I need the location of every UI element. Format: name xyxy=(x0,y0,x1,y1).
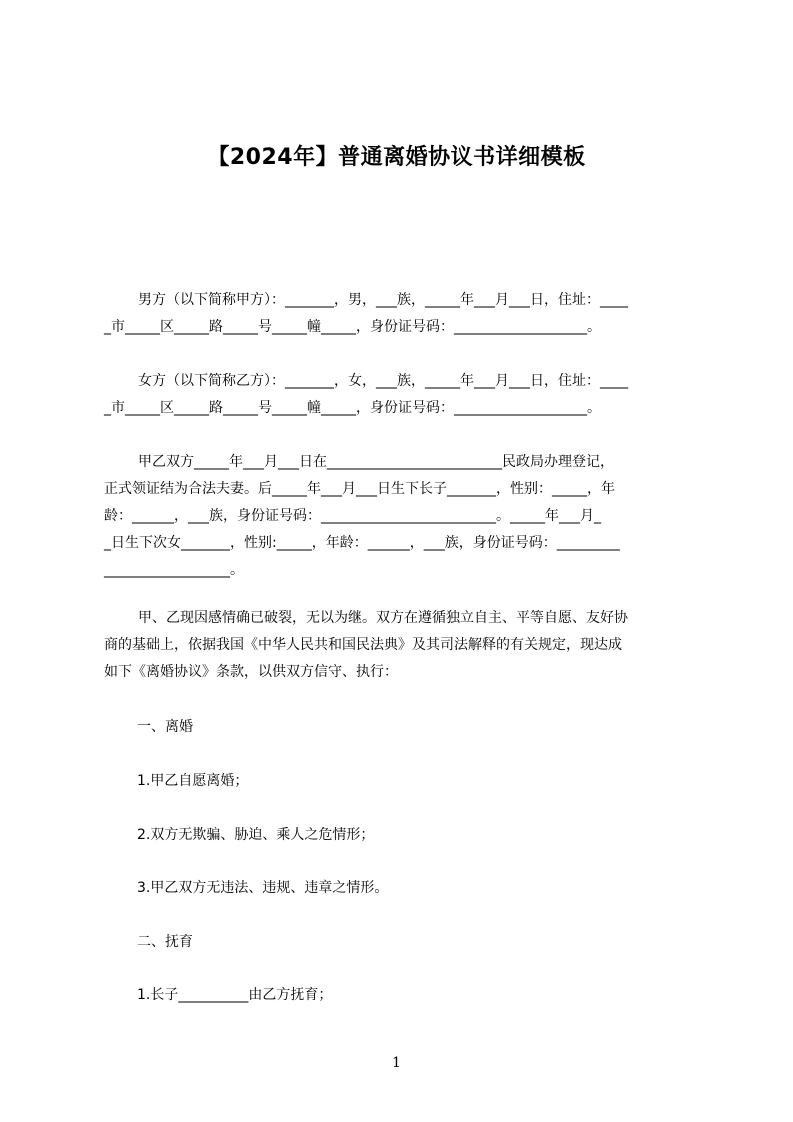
marriage-line-5: __________________。 xyxy=(104,562,244,578)
party-a-line-1: 男方（以下简称甲方）：_______，男，___族，_____年___月___日，住址：____ xyxy=(138,292,628,308)
marriage-line-1: 甲乙双方_____年___月___日在_________________________民政局办理登记， xyxy=(138,454,614,470)
party-b-line-1: 女方（以下简称乙方）：_______，女，___族，_____年___月___日，住址：____ xyxy=(138,373,628,389)
party-a-line-2: _市_____区_____路_____号_____幢_____，身份证号码：___________________。 xyxy=(104,319,601,335)
section-1-item-2: 2.双方无欺骗、胁迫、乘人之危情形； xyxy=(137,827,375,843)
party-b-line-2: _市_____区_____路_____号_____幢_____，身份证号码：___________________。 xyxy=(104,400,601,416)
marriage-line-4: _日生下次女_______，性别:_____，年龄：______，___族，身份证号码：_________ xyxy=(104,535,620,551)
marriage-line-3: 龄：______，___族，身份证号码：_________________________。_____年___月_ xyxy=(104,508,601,524)
document-title: 【2024年】普通离婚协议书详细模板 xyxy=(207,145,586,170)
preamble-paragraph xyxy=(104,605,700,686)
marriage-paragraph xyxy=(104,449,700,584)
section-2-heading: 二、抚育 xyxy=(137,934,193,950)
party-b-paragraph xyxy=(104,368,700,422)
marriage-line-2: 正式领证结为合法夫妻。后_____年___月___日生下长子_______，性别：_____，年 xyxy=(104,481,615,497)
page-number: 1 xyxy=(392,1055,401,1071)
section-2-item-1: 1.长子__________由乙方抚育； xyxy=(137,987,333,1003)
party-a-paragraph xyxy=(104,287,700,341)
section-1-item-1: 1.甲乙自愿离婚； xyxy=(137,773,249,789)
preamble-line-2: 商的基础上，依据我国《中华人民共和国民法典》及其司法解释的有关规定，现达成 xyxy=(104,637,622,653)
section-1-item-3: 3.甲乙双方无违法、违规、违章之情形。 xyxy=(137,880,389,896)
preamble-line-3: 如下《离婚协议》条款，以供双方信守、执行： xyxy=(104,664,398,680)
preamble-line-1: 甲、乙现因感情确已破裂，无以为继。双方在遵循独立自主、平等自愿、友好协 xyxy=(138,610,628,626)
section-1-heading: 一、离婚 xyxy=(137,719,193,735)
